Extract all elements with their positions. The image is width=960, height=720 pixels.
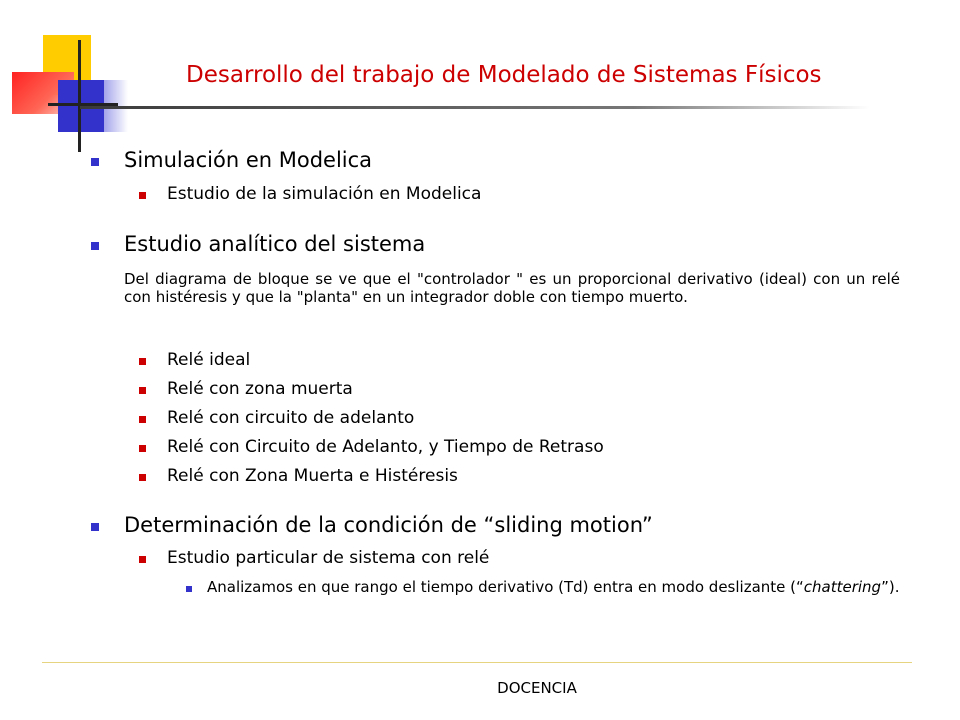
slide-footer: DOCENCIA xyxy=(497,679,577,697)
sub-bullet-rele-zona-muerta: Relé con zona muerta xyxy=(167,379,353,399)
analytic-paragraph: Del diagrama de bloque se ve que el "controlador " es un proporcional derivativo (ideal) con un relé con histéresis y que la "planta" en un integrador doble con tiempo muerto. xyxy=(124,270,900,306)
sub-bullet-rele-circuito-adelanto: Relé con circuito de adelanto xyxy=(167,408,415,428)
sub-bullet-rele-adelanto-retraso: Relé con Circuito de Adelanto, y Tiempo de Retraso xyxy=(167,437,604,457)
sub-bullet-rele-ideal: Relé ideal xyxy=(167,350,251,370)
slide-title: Desarrollo del trabajo de Modelado de Sistemas Físicos xyxy=(186,62,822,88)
bullet-estudio-analitico: Estudio analítico del sistema xyxy=(124,232,426,256)
sub-bullet-estudio-simulacion: Estudio de la simulación en Modelica xyxy=(167,184,482,204)
sub-bullet-estudio-rele: Estudio particular de sistema con relé xyxy=(167,548,490,568)
analizamos-text: Analizamos en que rango el tiempo derivativo (Td) entra en modo deslizante (“ xyxy=(207,578,804,596)
bullet-sliding-motion: Determinación de la condición de “sliding motion” xyxy=(124,513,653,537)
sub-sub-bullet-analizamos xyxy=(207,579,900,596)
analizamos-text-end: ”). xyxy=(881,578,900,596)
bullet-simulacion: Simulación en Modelica xyxy=(124,148,373,172)
chattering-emphasis: chattering xyxy=(803,578,882,596)
footer-rule xyxy=(42,662,912,663)
sub-bullet-rele-zona-histeresis: Relé con Zona Muerta e Histéresis xyxy=(167,466,458,486)
